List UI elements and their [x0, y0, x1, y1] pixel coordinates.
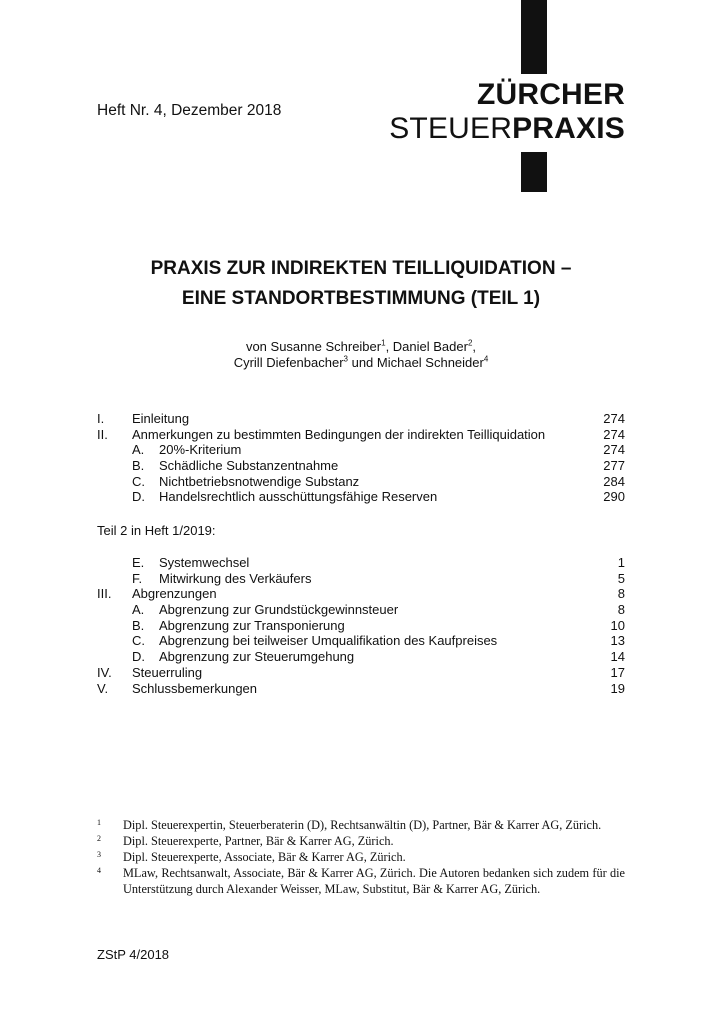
footnotes [97, 817, 625, 897]
author-1: von Susanne Schreiber [245, 339, 382, 354]
toc-entry[interactable] [97, 602, 625, 618]
journal-logo [389, 80, 625, 144]
toc-entry[interactable] [97, 442, 625, 458]
toc-entry[interactable] [97, 489, 625, 505]
page-footer: ZStP 4/2018 [97, 947, 170, 962]
toc-subletter: C. [132, 633, 145, 649]
author-4: und Michael Schneider [347, 355, 484, 370]
toc-subletter: A. [132, 602, 145, 618]
toc-subletter: A. [132, 442, 145, 458]
toc-page: 1 [617, 555, 625, 570]
toc-subletter: F. [132, 570, 143, 586]
toc-entry[interactable] [97, 571, 625, 587]
toc-subletter: E. [132, 555, 145, 570]
toc-title: Anmerkungen zu bestimmten Bedingungen der indirekten Teilliquidation [132, 426, 546, 442]
logo-line-2-bold: PRAXIS [512, 112, 625, 145]
footnote-number: 2 [97, 834, 101, 843]
toc-page: 10 [610, 617, 625, 633]
toc-page: 277 [603, 458, 625, 474]
toc-title: Abgrenzung bei teilweiser Umqualifikation des Kaufpreises [159, 633, 498, 649]
toc-page: 19 [610, 680, 625, 696]
footnote-ref-1[interactable]: 1 [381, 338, 386, 348]
toc-page: 274 [603, 426, 625, 442]
toc-title: Abgrenzungen [132, 586, 217, 602]
toc-title: Abgrenzung zur Grundstückgewinnsteuer [159, 602, 399, 618]
toc-number: I. [97, 411, 105, 426]
toc-number: V. [97, 680, 109, 696]
footnote-text: Dipl. Steuerexperte, Partner, Bär & Karrer AG, Zürich. [123, 834, 394, 848]
toc-subletter: B. [132, 458, 145, 474]
toc-title: Einleitung [132, 411, 190, 426]
toc-subletter: C. [132, 473, 145, 489]
toc-title: Mitwirkung des Verkäufers [159, 570, 312, 586]
footnote-ref-4[interactable]: 4 [483, 354, 489, 364]
logo-bar-bottom [521, 152, 547, 192]
footnote-text: Dipl. Steuerexperte, Associate, Bär & Karrer AG, Zürich. [123, 850, 406, 864]
logo-bar-top [521, 0, 547, 74]
toc-page: 5 [617, 570, 625, 586]
logo-line-1: ZÜRCHER [476, 78, 625, 111]
part-2-label: Teil 2 in Heft 1/2019: [97, 523, 216, 538]
issue-label: Heft Nr. 4, Dezember 2018 [97, 102, 282, 119]
authors-line-1 [0, 339, 722, 355]
footnote [97, 817, 625, 833]
footnote-number: 1 [97, 818, 101, 827]
footnote-number: 3 [97, 850, 101, 859]
toc-page: 14 [610, 649, 625, 665]
toc-title: Schlussbemerkungen [132, 680, 258, 696]
author-separator: , [472, 339, 477, 354]
toc-page: 284 [603, 473, 625, 489]
toc-title: Systemwechsel [159, 555, 250, 570]
table-of-contents-part-2 [97, 555, 625, 696]
title-line-1: PRAXIS ZUR INDIREKTEN TEILLIQUIDATION – [150, 258, 572, 279]
toc-page: 274 [603, 411, 625, 426]
toc-page: 274 [603, 442, 625, 458]
toc-title: Schädliche Substanzentnahme [159, 458, 339, 474]
footnote [97, 865, 625, 897]
footnote-ref-3[interactable]: 3 [343, 354, 348, 364]
logo-line-2-regular: STEUER [389, 112, 513, 145]
toc-subletter: B. [132, 617, 145, 633]
toc-title: 20%-Kriterium [159, 442, 242, 458]
authors-line-2 [0, 355, 722, 371]
toc-page: 290 [603, 489, 625, 505]
toc-entry[interactable] [97, 618, 625, 634]
toc-page: 13 [610, 633, 625, 649]
toc-page: 17 [610, 664, 625, 680]
toc-entry[interactable] [97, 586, 625, 602]
footnote-number: 4 [97, 866, 101, 875]
logo-line-2 [389, 114, 625, 144]
toc-entry[interactable] [97, 649, 625, 665]
toc-page: 8 [617, 586, 625, 602]
toc-subletter: D. [132, 489, 145, 505]
author-3: Cyrill Diefenbacher [233, 355, 344, 370]
footnote [97, 833, 625, 849]
toc-entry[interactable] [97, 555, 625, 571]
footnote [97, 849, 625, 865]
footnote-text: Dipl. Steuerexpertin, Steuerberaterin (D), Rechtsanwältin (D), Partner, Bär & Karrer AG, Zürich. [123, 818, 602, 832]
article-title [0, 254, 722, 314]
toc-entry[interactable] [97, 458, 625, 474]
toc-page: 8 [617, 602, 625, 618]
toc-number: IV. [97, 664, 112, 680]
footnote-ref-2[interactable]: 2 [467, 338, 473, 348]
toc-title: Abgrenzung zur Steuerumgehung [159, 649, 355, 665]
toc-title: Abgrenzung zur Transponierung [159, 617, 345, 633]
toc-subletter: D. [132, 649, 145, 665]
toc-number: II. [97, 426, 108, 442]
table-of-contents-part-1 [97, 411, 625, 505]
toc-title: Steuerruling [132, 664, 203, 680]
toc-entry[interactable] [97, 427, 625, 443]
toc-number: III. [97, 586, 112, 602]
toc-title: Handelsrechtlich ausschüttungsfähige Reserven [159, 489, 438, 505]
author-2: , Daniel Bader [385, 339, 468, 354]
toc-entry[interactable] [97, 474, 625, 490]
footnote-text: MLaw, Rechtsanwalt, Associate, Bär & Karrer AG, Zürich. Die Autoren bedanken sich zudem für die Unterstützung durch Alexander Weisser, MLaw, Substitut, Bär & Karrer AG, Zürich. [123, 866, 625, 896]
toc-entry[interactable] [97, 411, 625, 427]
toc-entry[interactable] [97, 681, 625, 697]
toc-title: Nichtbetriebsnotwendige Substanz [159, 473, 360, 489]
title-line-2: EINE STANDORTBESTIMMUNG (TEIL 1) [181, 288, 541, 309]
toc-entry[interactable] [97, 633, 625, 649]
authors [0, 339, 722, 371]
toc-entry[interactable] [97, 665, 625, 681]
